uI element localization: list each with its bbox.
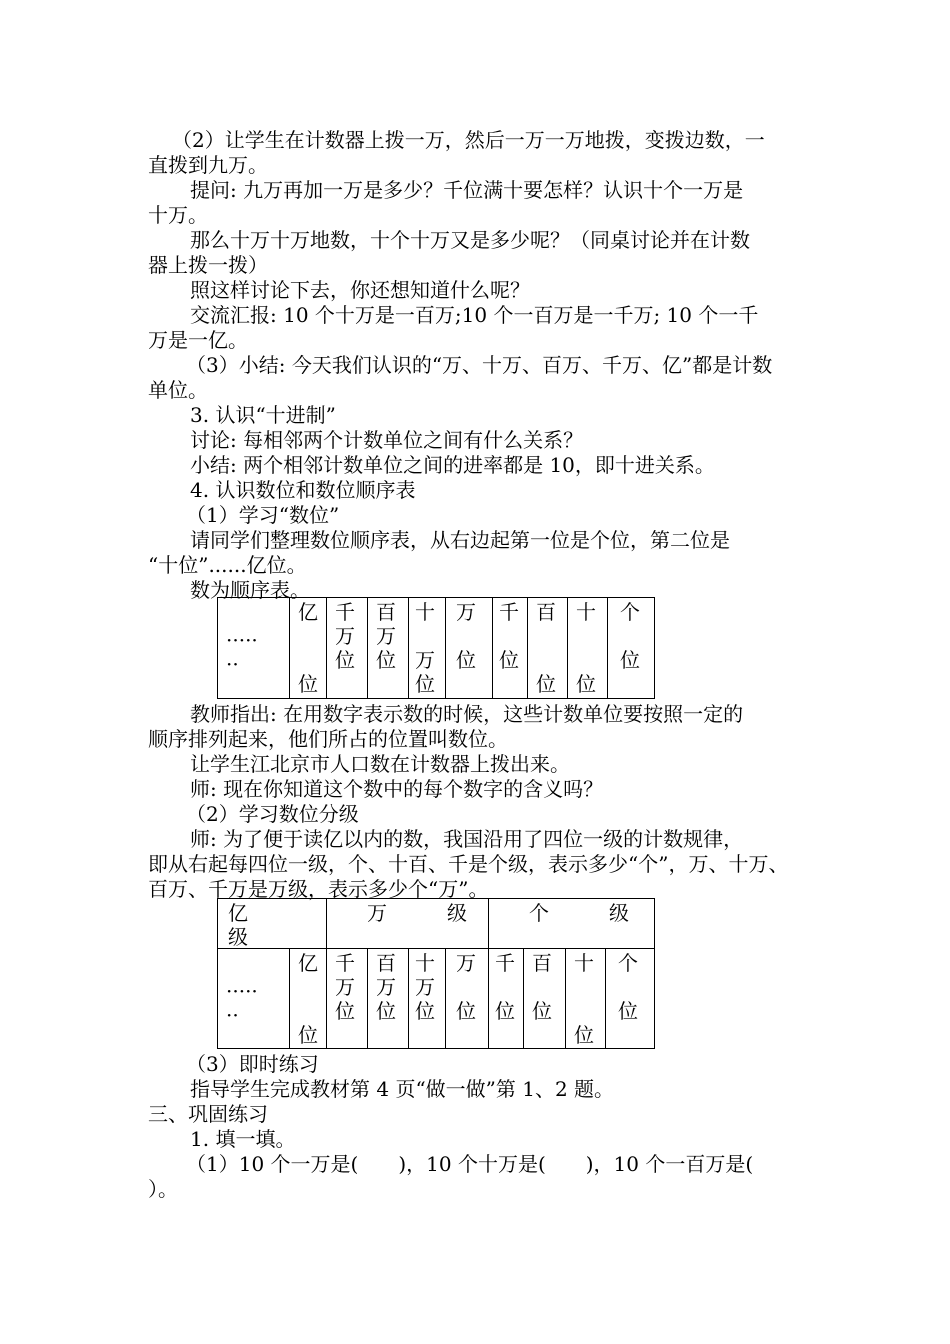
cell-label: 千 万 位	[335, 951, 355, 1023]
fill-in-exercise: ）。	[148, 1177, 178, 1201]
place-value-grade-table	[217, 898, 655, 1049]
text-line: 让学生江北京市人口数在计数器上拨出来。	[190, 752, 570, 776]
cell-label: 十 万 位	[415, 600, 435, 696]
text-line: 3. 认识“十进制”	[190, 403, 336, 427]
cell-label: 万 位	[456, 951, 476, 1023]
cell-label: ····· ··	[226, 979, 258, 1027]
table-cell	[608, 598, 655, 699]
cell-label: 百 万 位	[376, 951, 396, 1023]
fill-in-exercise: （1）10 个一万是( )，10 个十万是( )，10 个一百万是(	[186, 1152, 754, 1176]
text-line: （1）学习“数位”	[186, 503, 340, 527]
table-cell	[446, 598, 493, 699]
table-cell	[290, 949, 327, 1049]
text-line: 提问: 九万再加一万是多少？千位满十要怎样？认识十个一万是	[190, 178, 744, 202]
text-line: 交流汇报: 10 个十万是一百万;10 个一百万是一千万; 10 个一千	[190, 303, 759, 327]
text-line: 即从右起每四位一级，个、十百、千是个级，表示多少“个”，万、十万、	[148, 852, 789, 876]
cell-label: 十 位	[574, 951, 594, 1047]
table-row	[218, 598, 655, 699]
table-cell	[409, 949, 446, 1049]
cell-label: 亿 位	[298, 600, 318, 696]
table-cell	[218, 598, 290, 699]
cell-label: 亿 位	[298, 951, 318, 1047]
header-label: 亿 级	[228, 901, 248, 949]
cell-label: 百 万 位	[376, 600, 396, 672]
cell-label: 个 位	[620, 600, 640, 672]
text-line: 指导学生完成教材第 4 页“做一做”第 1、2 题。	[190, 1077, 615, 1101]
cell-label: ····· ··	[226, 628, 258, 676]
text-line: 照这样讨论下去，你还想知道什么呢？	[190, 278, 530, 302]
header-cell	[327, 899, 489, 949]
text-line: 单位。	[148, 378, 208, 402]
table-cell	[368, 598, 409, 699]
text-line: 师: 为了便于读亿以内的数，我国沿用了四位一级的计数规律，	[190, 827, 744, 851]
header-cell	[218, 899, 327, 949]
table-cell	[409, 598, 446, 699]
table-cell	[290, 598, 327, 699]
text-line: 万是一亿。	[148, 328, 248, 352]
text-line: 器上拨一拨）	[148, 253, 268, 277]
cell-label: 十 万 位	[415, 951, 435, 1023]
text-line: 直拨到九万。	[148, 153, 268, 177]
text-line: （3）小结: 今天我们认识的“万、十万、百万、千万、亿”都是计数	[186, 353, 773, 377]
cell-label: 十 位	[576, 600, 596, 696]
table-cell	[446, 949, 489, 1049]
text-line: 顺序排列起来，他们所占的位置叫数位。	[148, 727, 508, 751]
table-cell	[493, 598, 528, 699]
text-line: 十万。	[148, 203, 208, 227]
text-line: 4. 认识数位和数位顺序表	[190, 478, 416, 502]
header-label: 个 级	[529, 901, 629, 925]
table-cell	[524, 949, 566, 1049]
cell-label: 千 万 位	[335, 600, 355, 672]
cell-label: 千 位	[499, 600, 519, 672]
cell-label: 百 位	[536, 600, 556, 696]
table-cell	[566, 949, 606, 1049]
table-cell	[327, 598, 368, 699]
text-line: 数为顺序表。	[190, 578, 310, 602]
header-cell	[489, 899, 655, 949]
table-cell	[327, 949, 368, 1049]
text-line: 请同学们整理数位顺序表，从右边起第一位是个位，第二位是	[190, 528, 730, 552]
text-line: 那么十万十万地数，十个十万又是多少呢？（同桌讨论并在计数	[190, 228, 750, 252]
text-line: （2）学习数位分级	[186, 802, 359, 826]
table-cell	[368, 949, 409, 1049]
text-line: （3）即时练习	[186, 1052, 319, 1076]
text-line: 小结: 两个相邻计数单位之间的进率都是 10，即十进关系。	[190, 453, 715, 477]
text-line: 教师指出: 在用数字表示数的时候，这些计数单位要按照一定的	[190, 702, 744, 726]
table-cell	[218, 949, 290, 1049]
place-value-table	[217, 597, 655, 699]
cell-label: 千 位	[495, 951, 515, 1023]
header-label: 万 级	[367, 901, 467, 925]
text-line: 1. 填一填。	[190, 1127, 296, 1151]
cell-label: 百 位	[532, 951, 552, 1023]
section-heading: 三、巩固练习	[148, 1102, 268, 1126]
table-cell	[528, 598, 568, 699]
cell-label: 个 位	[618, 951, 638, 1023]
text-line: 百万、千万是万级，表示多少个“万”。	[148, 877, 489, 901]
table-row	[218, 949, 655, 1049]
text-line: （2）让学生在计数器上拨一万，然后一万一万地拨，变拨边数，一	[172, 128, 765, 152]
cell-label: 万 位	[456, 600, 476, 672]
table-header-row	[218, 899, 655, 949]
text-line: 讨论: 每相邻两个计数单位之间有什么关系？	[190, 428, 584, 452]
table-cell	[568, 598, 608, 699]
table-cell	[489, 949, 524, 1049]
table-cell	[606, 949, 655, 1049]
text-line: 师: 现在你知道这个数中的每个数字的含义吗？	[190, 777, 604, 801]
text-line: “十位”......亿位。	[148, 553, 307, 577]
